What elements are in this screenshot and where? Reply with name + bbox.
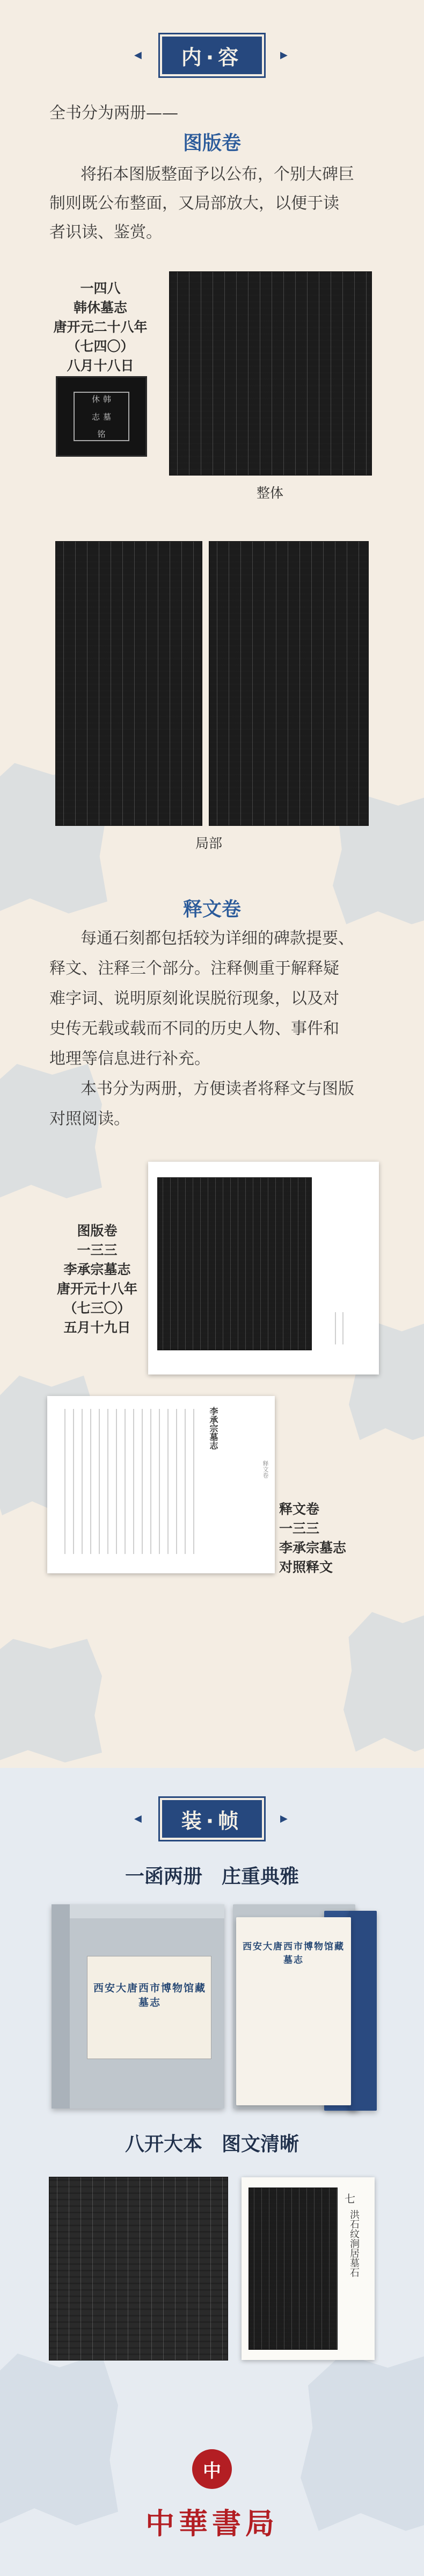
texture-blot: [343, 1612, 424, 1752]
text-column: [159, 1409, 160, 1554]
para-line: 释文、注释三个部分。注释侧重于解释疑: [49, 959, 339, 978]
para-line: 制则既公布整面，又局部放大，以便于读: [49, 194, 339, 213]
plate-page-note-line: [335, 1312, 336, 1344]
brand-name: 中華書局: [145, 2506, 279, 2541]
plate-page-sheet: [148, 1162, 379, 1375]
subtitle-large-format: 八开大本 图文清晰: [125, 2133, 299, 2155]
caption-line: 释文卷: [279, 1501, 320, 1517]
zhonghua-logo-seal: [192, 2449, 232, 2489]
book-page-rubbing: [249, 2188, 337, 2349]
text-column: [73, 1409, 74, 1554]
label-part: 局部: [195, 836, 223, 851]
epitaph-lid-rubbing: [56, 376, 147, 457]
para-line: 将拓本图版整面予以公布，个别大碑巨: [81, 165, 354, 184]
volume-front: [236, 1917, 351, 2105]
book-page-number: 七: [345, 2192, 355, 2205]
chevron-right-icon: ▶: [280, 49, 288, 61]
caption-line: 五月十九日: [63, 1320, 131, 1335]
chevron-left-icon: ◀: [134, 49, 142, 61]
book-page-closeup: [242, 2177, 375, 2360]
slipcase-spine: [52, 1904, 70, 2109]
text-column: [125, 1409, 126, 1554]
text-column: [99, 1409, 100, 1554]
rubbing-whole: [170, 272, 371, 475]
seal-char: 中: [203, 2460, 221, 2482]
text-column: [64, 1409, 65, 1554]
para-line: 本书分为两册，方便读者将释文与图版: [81, 1080, 354, 1098]
para-line: 者识读、鉴赏。: [49, 223, 162, 242]
para-line: 地理等信息进行补充。: [49, 1049, 210, 1068]
section-badge-content: [160, 34, 264, 76]
text-column: [142, 1409, 143, 1554]
texture-blot: [0, 2354, 118, 2525]
caption-line: （七三〇）: [63, 1300, 131, 1316]
section-badge-binding: [160, 1798, 264, 1840]
caption-line: 对照释文: [279, 1559, 333, 1575]
caption-line: 一四八: [80, 280, 121, 296]
text-column: [82, 1409, 83, 1554]
caption-line: 图版卷: [77, 1223, 118, 1239]
heading-transcription-volume: 释文卷: [182, 898, 241, 920]
para-line: 史传无载或载而不同的历史人物、事件和: [49, 1019, 339, 1038]
lid-char: 铭: [96, 430, 106, 438]
lid-inscription: [74, 392, 129, 441]
rubbing-closeup: [49, 2177, 228, 2360]
book-page-title: 洪石纹涧居墓石: [348, 2210, 360, 2277]
volume-blue-2: [349, 1911, 377, 2111]
text-column: [133, 1409, 134, 1554]
plate-page-note-line: [342, 1312, 343, 1344]
caption-line: 唐开元十八年: [56, 1281, 137, 1297]
caption-line: 八月十八日: [67, 358, 134, 373]
subtitle-case-volumes: 一函两册 庄重典雅: [125, 1865, 299, 1888]
para-line: 每通石刻都包括较为详细的碑款提要、: [81, 929, 354, 948]
text-column: [150, 1409, 151, 1554]
para-line: 难字词、说明原刻讹误脱衍现象，以及对: [49, 989, 339, 1008]
slipcase-label: [87, 1956, 211, 2059]
badge-text: 装·帧: [181, 1809, 243, 1833]
caption-line: 李承宗墓志: [279, 1540, 347, 1556]
chevron-left-icon: ◀: [134, 1813, 142, 1824]
slipcase-title: 西安大唐西市博物馆藏墓志: [93, 1982, 206, 2009]
caption-line: 韩休墓志: [73, 300, 127, 315]
slipcase-closed: [52, 1904, 224, 2109]
volume-title: 西安大唐西市博物馆藏墓志: [243, 1941, 345, 1966]
caption-line: 一三三: [279, 1521, 320, 1536]
transcription-page-sheet: [47, 1396, 275, 1573]
para-line: 对照阅读。: [49, 1110, 130, 1128]
heading-plates-volume: 图版卷: [182, 132, 241, 154]
caption-line: 李承宗墓志: [63, 1262, 131, 1277]
text-column: [193, 1409, 194, 1554]
rubbing-detail-right: [209, 542, 368, 825]
text-column: [116, 1409, 117, 1554]
caption-line: 一三三: [77, 1242, 118, 1258]
chevron-right-icon: ▶: [280, 1813, 288, 1824]
lid-char: 墓志: [91, 412, 112, 421]
text-column: [185, 1409, 186, 1554]
transcription-page-title: 李承宗墓志: [208, 1407, 218, 1450]
caption-line: 唐开元二十八年: [53, 319, 148, 335]
label-whole: 整体: [257, 485, 284, 501]
texture-blot: [0, 1639, 102, 1762]
text-column: [90, 1409, 91, 1554]
caption-line: （七四〇）: [67, 339, 134, 354]
lid-char: 韩休: [91, 395, 112, 403]
transcription-page-side: 释文卷: [262, 1460, 269, 1478]
text-column: [176, 1409, 177, 1554]
text-column: [107, 1409, 108, 1554]
badge-text: 内·容: [181, 45, 243, 69]
slipcase-top: [52, 1904, 224, 1918]
rubbing-detail-left: [56, 542, 202, 825]
text-column: [167, 1409, 169, 1554]
plate-page-rubbing: [158, 1178, 311, 1350]
intro-text: 全书分为两册——: [49, 104, 178, 123]
